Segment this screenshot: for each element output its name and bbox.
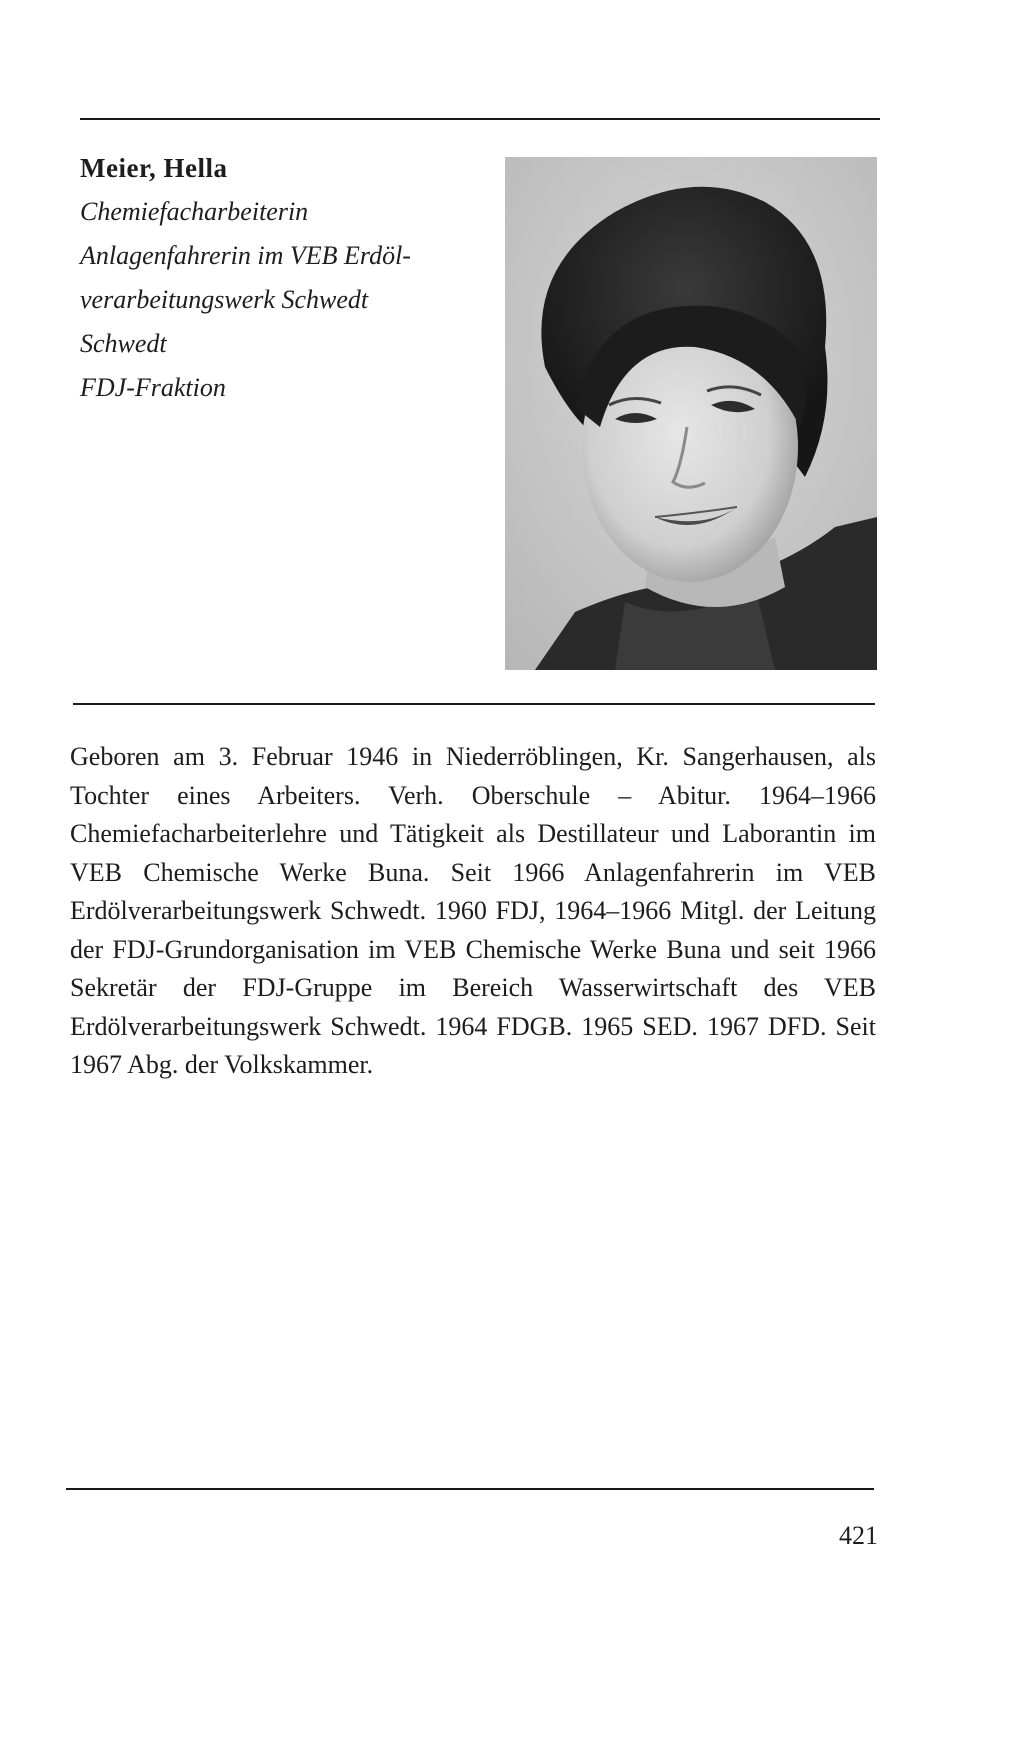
portrait-illustration xyxy=(505,157,877,670)
portrait-photo xyxy=(505,157,877,670)
entry-header xyxy=(80,150,500,410)
person-name: Meier, Hella xyxy=(80,153,228,183)
bottom-rule xyxy=(66,1488,874,1490)
middle-rule xyxy=(73,703,875,705)
profession: Chemiefacharbeiterin xyxy=(80,197,309,226)
biography-text: Geboren am 3. Februar 1946 in Niederröblingen, Kr. Sangerhausen, als Tochter eines Arbeiters. Verh. Oberschule – Abitur. 1964–1966 Chemiefacharbeiterlehre und Tätigkeit als Destillateur und Laborantin im VEB Chemische Werke Buna. Seit 1966 Anlagenfahrerin im VEB Erdölverarbeitungswerk Schwedt. 1960 FDJ, 1964–1966 Mitgl. der Leitung der FDJ-Grundorganisation im VEB Chemische Werke Buna und seit 1966 Sekretär der FDJ-Gruppe im Bereich Wasserwirtschaft des VEB Erdölverarbeitungswerk Schwedt. 1964 FDGB. 1965 SED. 1967 DFD. Seit 1967 Abg. der Volkskammer. xyxy=(70,742,876,1079)
faction: FDJ-Fraktion xyxy=(80,373,226,402)
workplace-line-1: Anlagenfahrerin im VEB Erdöl- xyxy=(80,241,411,270)
page-number: 421 xyxy=(839,1521,878,1550)
residence: Schwedt xyxy=(80,329,167,358)
top-rule xyxy=(80,118,880,120)
workplace-line-2: verarbeitungswerk Schwedt xyxy=(80,285,369,314)
